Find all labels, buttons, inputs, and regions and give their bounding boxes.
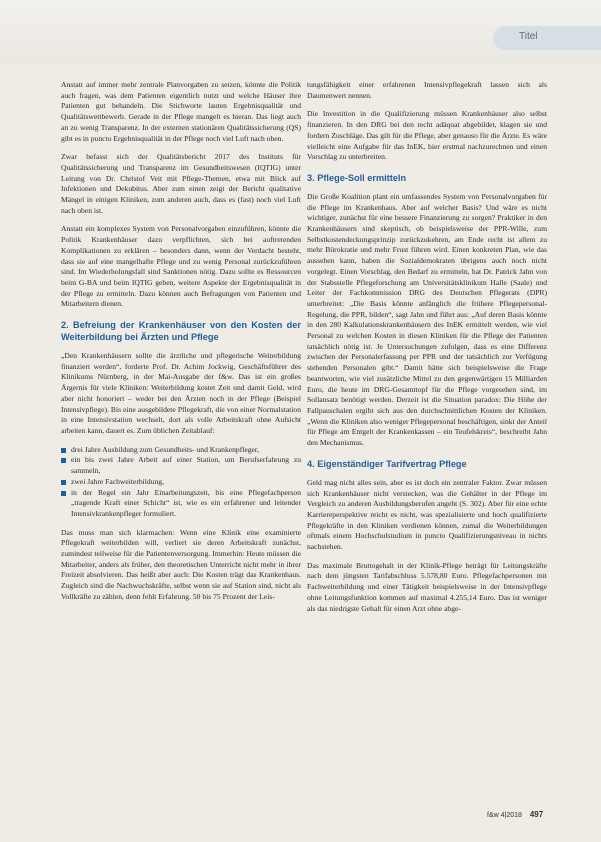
heading-number: 2. <box>61 320 69 331</box>
page-footer <box>487 810 543 819</box>
heading-text: Eigenständiger Tarifvertrag Pflege <box>317 458 467 469</box>
paragraph: Anstatt ein komplexes System von Personalvorgaben einzuführen, könnte die Politik Krankenhäuser dazu verpflichten, sich bei auftretenden Komplikationen zu erklären – besonders dann, wenn der Verdacht besteht, dass sie auf eine mangelhafte Pflege und zu wenig Personal zurückzuführen sind. Im Wiederholungsfall sind Sanktionen nötig. Dazu sollte es Ressourcen beim G-BA und beim IQTIG geben, weitere Aspekte der Ergebnisqualität in der Pflege zu ermitteln. Dazu können auch Befragungen von Patienten und Mitarbeitern dienen. <box>61 224 301 309</box>
paragraph: Geld mag nicht alles sein, aber es ist doch ein zentraler Faktor. Zwar müssen sich Krankenhäuser nicht verstecken, was die Gehälter in der Pflege im Vergleich zu anderen Ausbildungsberufen angeht (S. 302). Aber für eine echte Karriereperspektive reicht es nicht, was spezialisierte und hoch qualifizierte Pflegekräfte in den Kliniken verdienen können, zumal die Weiterbildungen oftmals einem Hochschulstudium in puncto Qualifizierungsniveau in nichts nachstehen. <box>307 477 547 552</box>
magazine-name: f&w 4|2018 <box>487 812 522 819</box>
section-heading-3 <box>307 172 547 184</box>
paragraph: „Den Krankenhäusern sollte die ärztliche und pflegerische Weiterbildung finanziert werden“, forderte Prof. Dr. Achim Jockwig, Geschäftsführer des Klinikums Nürnberg, in der Mai-Ausgabe der f&w. Das ist ein großes Ärgernis für viele Kliniken: Weiterbildung kostet Zeit und damit Geld, wird aber nicht honoriert – weder bei den Ärzten noch in der Pflege (Beispiel Intensivpflege). Bis eine ausgebildete Pflegekraft, die von einer Normalstation in eine Intensivstation wechselt, dort als volle Arbeitskraft ohne Aufsicht arbeiten kann, dauert es. Zum üblichen Zeitablauf: <box>61 351 301 435</box>
section-title: Titel <box>519 31 538 42</box>
paragraph: Anstatt auf immer mehr zentrale Planvorgaben zu setzen, könnte die Politik auch fragen, was dem Patienten eigentlich nutzt und welche Häuser ihre Patienten gut behandeln. Die Stichworte lauten Ergebnisqualität und Qualitätswettbewerb. Gerade in der Pflege mangelt es hieran. Das liegt auch an zu wenig Transparenz. In der externen stationären Qualitätssicherung (QS) gibt es in puncto Ergebnisqualität in der Pflege noch viel Luft nach oben. <box>61 80 301 143</box>
page-number: 497 <box>529 810 544 819</box>
list-item: zwei Jahre Fachweiterbildung, <box>61 477 301 488</box>
paragraph: Das muss man sich klarmachen: Wenn eine Klinik eine examinierte Pflegekraft weiterbilden will, verliert sie deren Arbeitskraft zunächst, zumindest teilweise für die Patientenversorgung. Immerhin: Heute müssen die Mitarbeiter, anders als früher, den theoretischen Unterricht nicht mehr in ihrer Freizeit absolvieren. Das heißt aber auch: Die Kosten trägt das Krankenhaus. Zugleich sind die Nachwuchskräfte, selbst wenn sie auf Station sind, nicht als Vollkräfte zu zählen, denn fehlt Erfahrung. 50 bis 75 Prozent der Leis- <box>61 527 301 601</box>
heading-number: 3. <box>307 172 315 183</box>
heading-number: 4. <box>307 458 315 469</box>
left-column <box>61 80 301 611</box>
bullet-list <box>61 445 301 520</box>
section-heading-2 <box>61 319 301 343</box>
heading-text: Befreiung der Krankenhäuser von den Kosten der Weiterbildung bei Ärzten und Pflege <box>61 320 301 343</box>
section-heading-4 <box>307 458 547 470</box>
right-column <box>307 80 547 622</box>
paragraph: Das maximale Bruttogehalt in der Klinik-Pflege beträgt für Leitungskräfte nach dem jüngsten Tarifabschluss 5.578,80 Euro. Pflegefachpersonen mit Fachweiterbildung und einer Tätigkeit beispielsweise in der Intensivpflege ohne Leitungsfunktion kommen auf maximal 4.255,14 Euro. Das ist weniger als das niedrigste Gehalt für einen Arzt ohne abge- <box>307 560 547 613</box>
list-item: ein bis zwei Jahre Arbeit auf einer Station, um Berufserfahrung zu sammeln, <box>61 455 301 476</box>
paragraph: tungsfähigkeit einer erfahrenen Intensivpflegekraft lassen sich als Daumenwert nennen. <box>307 80 547 100</box>
list-item: in der Regel ein Jahr Einarbeitungszeit, bis eine Pflegefachperson „tragende Kraft einer Schicht“ ist, wie es ein erfahrener und leitender Intensivkrankenpfleger formuliert. <box>61 488 301 520</box>
heading-text: Pflege-Soll ermitteln <box>317 172 407 183</box>
paragraph: Die Investition in die Qualifizierung müssen Krankenhäuser also selbst finanzieren. In den DRG bei den recht adäquat abgebildet, klagen sie und fordern Zuschläge. Das gilt für die Pflege, aber genauso für die Ärzte. Es wäre vielleicht eine Aufgabe für das InEK, hier erstmal nachzurechnen und einen Vorschlag zu unterbreiten. <box>307 109 547 162</box>
section-tab <box>493 26 601 50</box>
list-item: drei Jahre Ausbildung zum Gesundheits- und Krankenpfleger, <box>61 445 301 456</box>
paragraph: Zwar befasst sich der Qualitätsbericht 2017 des Instituts für Qualitätssicherung und Transparenz im Gesundheitswesen (IQTIG) unter Leitung von Dr. Christof Veit mit Pflege-Themen, etwa mit Blick auf Infektionen und Dekubitus. Aber zum einen zeigt der Bericht qualitative Mängel in einigen Kliniken, zum anderen auch, dass es (fast) noch viel Luft nach oben ist. <box>61 152 301 215</box>
paragraph: Die Große Koalition plant ein umfassendes System von Personalvorgaben für die Pflege im Krankenhaus. Aber auf welcher Basis? Und wäre es nicht wichtiger, zunächst für eine bessere Finanzierung zu sorgen? Praktiker in den Krankenhäusern sind skeptisch, ob beispielsweise der PPR-Wille, zum Selbstkostendeckungsprinzip zurückzukehren, am Ende recht ist allem zu mehr Bürokratie und mehr Frust führen wird. Einen konkreten Plan, wie das aussehen kann, haben die Sozialdemokraten übrigens auch noch nicht vorgelegt. Einen Vorschlag, den Bedarf zu ermitteln, hat Dr. Patrick Jahn von der Stabsstelle Pflegeforschung am Universitätsklinikum Halle (Saale) und Leiter der Fachkommission DRG des Deutschen Pflegerats (DPR) unterbreitet: „Die Basis könnte anfänglich die frühere Pflegepersonal-Regelung, die PPR, bilden“, sagt Jahn und führt aus: „Auf deren Basis könnte in den 280 Kalkulationskrankenhäusern des InEK ermittelt werden, wie viel Personal zu welchen Kosten in diesen Kliniken für die Pflege der Patienten tatsächlich nötig ist. Je Untersuchungen zufolgen, dass es eine Differenz zwischen der Personalerfassung per PPR und der tatsächlich zur Verfügung stehenden Personalen gibt.“ Damit hätte sich beispielsweise die Frage beantworten, wie viel zusätzliche Mittel zu den gegenwärtigen 15 Milliarden Euro, die heute im DRG-Gesamttopf für die Pflege vorgesehen sind, im Sollansatz benötigt werden. Derzeit ist die Situation paradox: Die Höhe der Fallpauschalen ergibt sich aus den durchschnittlichen Kosten der Kliniken. „Wenn die Kliniken also weniger Pflegepersonal beschäftigen, sinkt der Anteil für Pflege am Entgelt der Krankenkassen – ein Teufelskreis“, beschreibt Jahn den Mechanismus. <box>307 191 547 448</box>
